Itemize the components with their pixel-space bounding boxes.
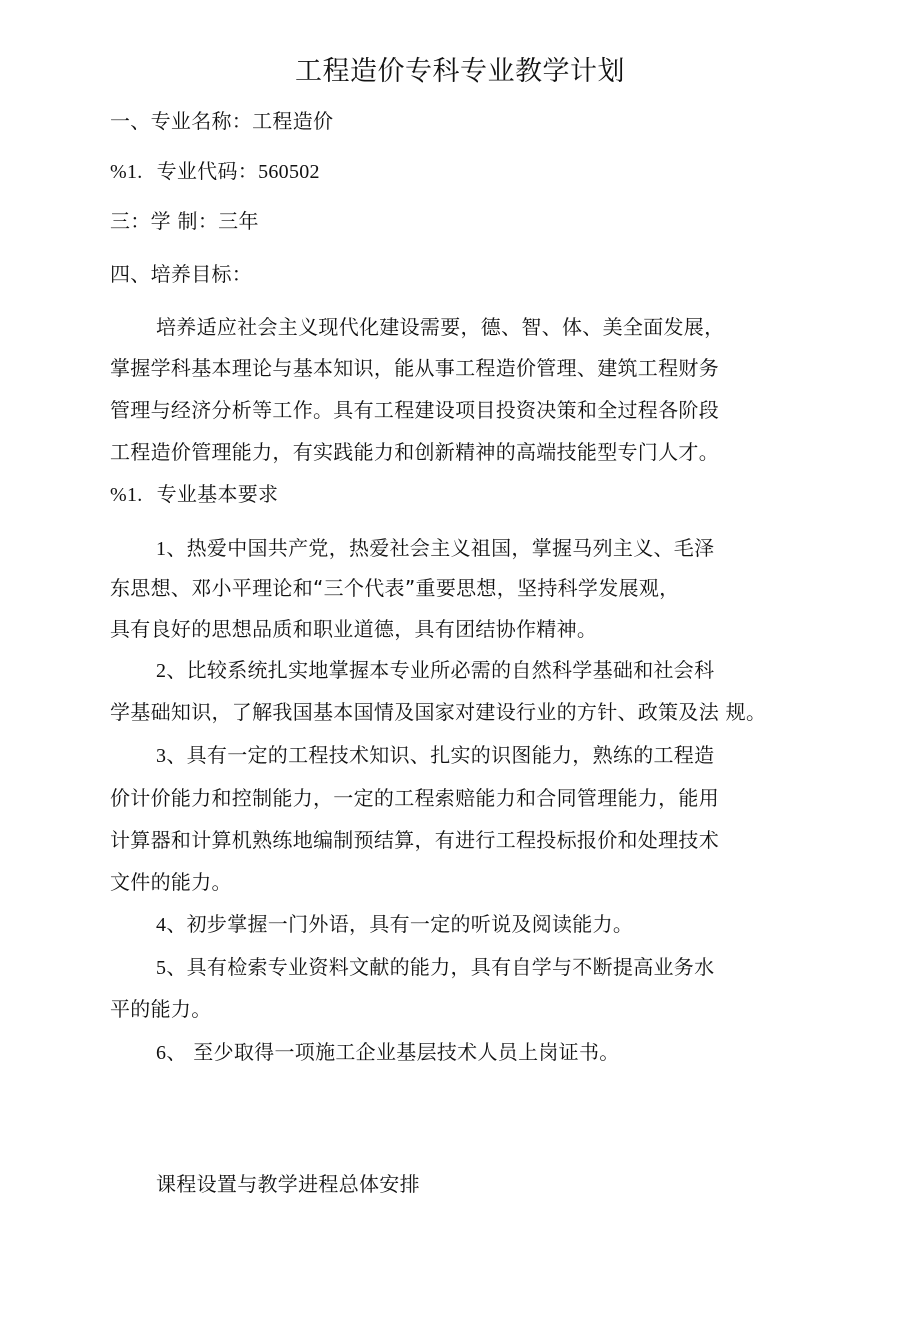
- major-code-label: 专业代码：: [156, 159, 259, 183]
- major-name-value: 工程造价: [252, 109, 334, 133]
- requirement-6: [156, 1038, 620, 1067]
- requirement-number: 6: [156, 1042, 167, 1064]
- major-code-value: 560502: [258, 161, 320, 183]
- section-major-code: [110, 157, 320, 186]
- requirement-line: 学基础知识，了解我国基本国情及国家对建设行业的方针、政策及法 规。: [110, 700, 767, 724]
- training-goal-label: 四、培养目标：: [110, 262, 253, 286]
- major-name-label: 一、专业名称：: [110, 109, 253, 133]
- requirement-line: 、热爱中国共产党，热爱社会主义祖国，掌握马列主义、毛泽: [166, 536, 715, 560]
- section-duration: [110, 207, 259, 235]
- requirement-1: [156, 534, 714, 563]
- requirements-heading-number: %1.: [110, 484, 143, 506]
- requirement-line: 平的能力。: [110, 997, 212, 1021]
- requirement-number: 1: [156, 538, 167, 560]
- document-title: 工程造价专科专业教学计划: [295, 56, 625, 87]
- requirement-line: 、具有一定的工程技术知识、扎实的识图能力，熟练的工程造: [166, 743, 715, 767]
- goal-paragraph-line: 工程造价管理能力，有实践能力和创新精神的高端技能型专门人才。: [110, 440, 719, 464]
- requirement-line: 东思想、邓小平理论和“三个代表”重要思想，坚持科学发展观，: [110, 576, 680, 600]
- goal-paragraph-line: 掌握学科基本理论与基本知识，能从事工程造价管理、建筑工程财务: [110, 356, 719, 380]
- section-major-name: [110, 107, 333, 135]
- requirement-line: 、初步掌握一门外语，具有一定的听说及阅读能力。: [166, 912, 634, 936]
- requirement-line: 具有良好的思想品质和职业道德，具有团结协作精神。: [110, 617, 598, 641]
- requirement-line: 计算器和计算机熟练地编制预结算，有进行工程投标报价和处理技术: [110, 828, 719, 852]
- requirement-line: 、比较系统扎实地掌握本专业所必需的自然科学基础和社会科: [166, 658, 715, 682]
- goal-paragraph-line: 培养适应社会主义现代化建设需要，德、智、体、美全面发展，: [156, 315, 725, 339]
- requirement-2: [156, 656, 714, 685]
- requirement-3: [156, 741, 714, 770]
- requirement-line: 价计价能力和控制能力，一定的工程索赔能力和合同管理能力，能用: [110, 786, 719, 810]
- requirement-number: 4: [156, 914, 167, 936]
- requirement-4: [156, 910, 633, 939]
- requirement-line: 、 至少取得一项施工企业基层技术人员上岗证书。: [166, 1040, 620, 1064]
- duration-value: 三年: [218, 209, 259, 233]
- requirements-heading-label: 专业基本要求: [156, 482, 279, 506]
- requirement-line: 文件的能力。: [110, 870, 232, 894]
- course-arrangement-heading: 课程设置与教学进程总体安排: [156, 1172, 420, 1196]
- requirement-number: 2: [156, 660, 167, 682]
- requirement-number: 3: [156, 745, 167, 767]
- requirement-line: 、具有检索专业资料文献的能力，具有自学与不断提高业务水: [166, 955, 715, 979]
- duration-label: 三：学 制：: [110, 209, 219, 233]
- requirements-heading: [110, 480, 278, 509]
- requirement-5: [156, 953, 714, 982]
- major-code-number: %1.: [110, 161, 143, 183]
- requirement-number: 5: [156, 957, 167, 979]
- section-training-goal: [110, 260, 252, 288]
- goal-paragraph-line: 管理与经济分析等工作。具有工程建设项目投资决策和全过程各阶段: [110, 398, 719, 422]
